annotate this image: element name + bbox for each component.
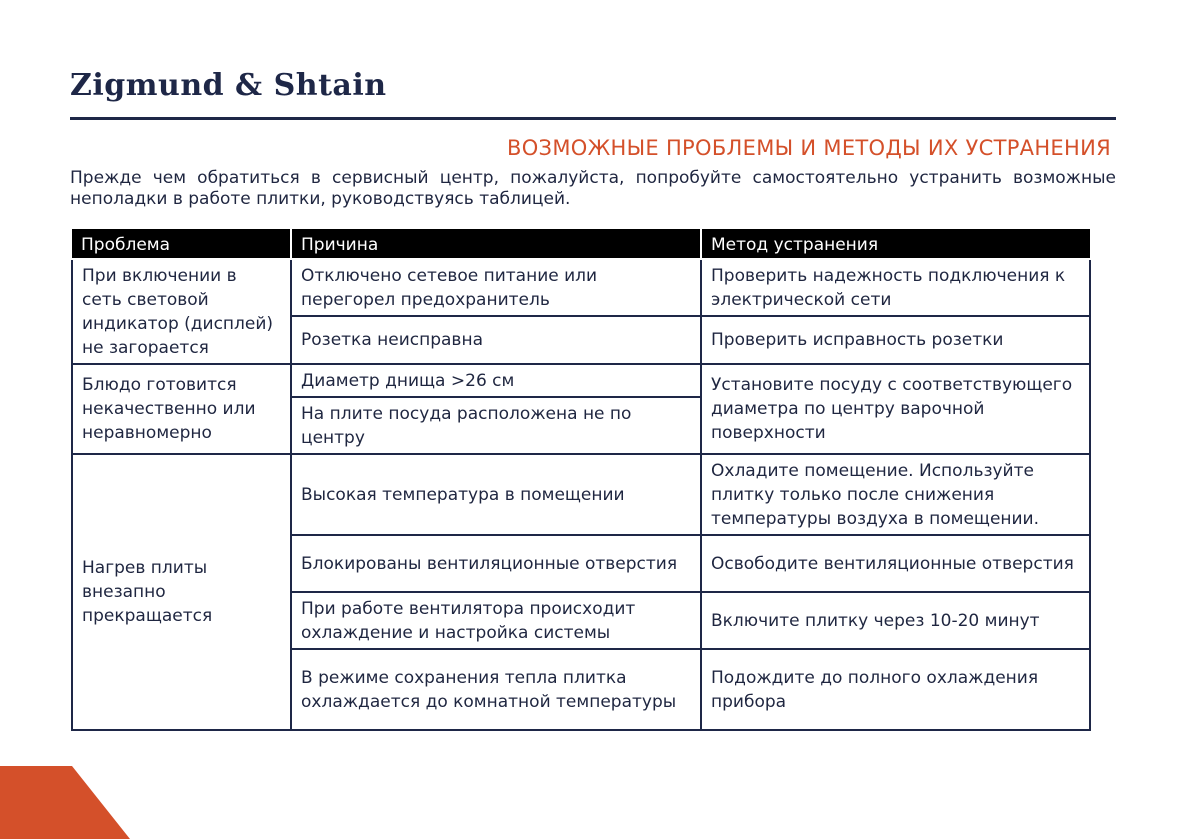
table-header-row (72, 229, 1090, 259)
cause-cell: Диаметр днища >26 см (291, 364, 701, 397)
table-row (72, 364, 1090, 397)
table-row (72, 259, 1090, 316)
cause-cell: При работе вентилятора происходит охлаждение и настройка системы (291, 592, 701, 649)
brand-logo: Zigmund & Shtain (70, 68, 387, 103)
troubleshooting-table (71, 229, 1091, 731)
section-title: ВОЗМОЖНЫЕ ПРОБЛЕМЫ И МЕТОДЫ ИХ УСТРАНЕНИЯ (507, 136, 1111, 160)
header-solution: Метод устранения (701, 229, 1090, 259)
header-problem: Проблема (72, 229, 291, 259)
problem-cell: Блюдо готовится некачественно или неравномерно (72, 364, 291, 454)
solution-cell: Проверить надежность подключения к электрической сети (701, 259, 1090, 316)
header-cause: Причина (291, 229, 701, 259)
header-divider (70, 117, 1116, 120)
cause-cell: Розетка неисправна (291, 316, 701, 364)
problem-cell: При включении в сеть световой индикатор (дисплей) не загорается (72, 259, 291, 364)
cause-cell: Высокая температура в помещении (291, 454, 701, 535)
cause-cell: Блокированы вентиляционные отверстия (291, 535, 701, 592)
intro-paragraph: Прежде чем обратиться в сервисный центр, пожалуйста, попробуйте самостоятельно устранить возможные неполадки в работе плитки, руководствуясь таблицей. (70, 168, 1116, 209)
solution-cell: Проверить исправность розетки (701, 316, 1090, 364)
solution-cell: Охладите помещение. Используйте плитку только после снижения температуры воздуха в помещении. (701, 454, 1090, 535)
cause-cell: На плите посуда расположена не по центру (291, 397, 701, 454)
table-row (72, 454, 1090, 535)
solution-cell: Подождите до полного охлаждения прибора (701, 649, 1090, 730)
solution-cell: Установите посуду с соответствующего диаметра по центру варочной поверхности (701, 364, 1090, 454)
cause-cell: Отключено сетевое питание или перегорел предохранитель (291, 259, 701, 316)
cause-cell: В режиме сохранения тепла плитка охлаждается до комнатной температуры (291, 649, 701, 730)
corner-decoration (0, 766, 130, 839)
problem-cell: Нагрев плиты внезапно прекращается (72, 454, 291, 730)
solution-cell: Освободите вентиляционные отверстия (701, 535, 1090, 592)
solution-cell: Включите плитку через 10-20 минут (701, 592, 1090, 649)
